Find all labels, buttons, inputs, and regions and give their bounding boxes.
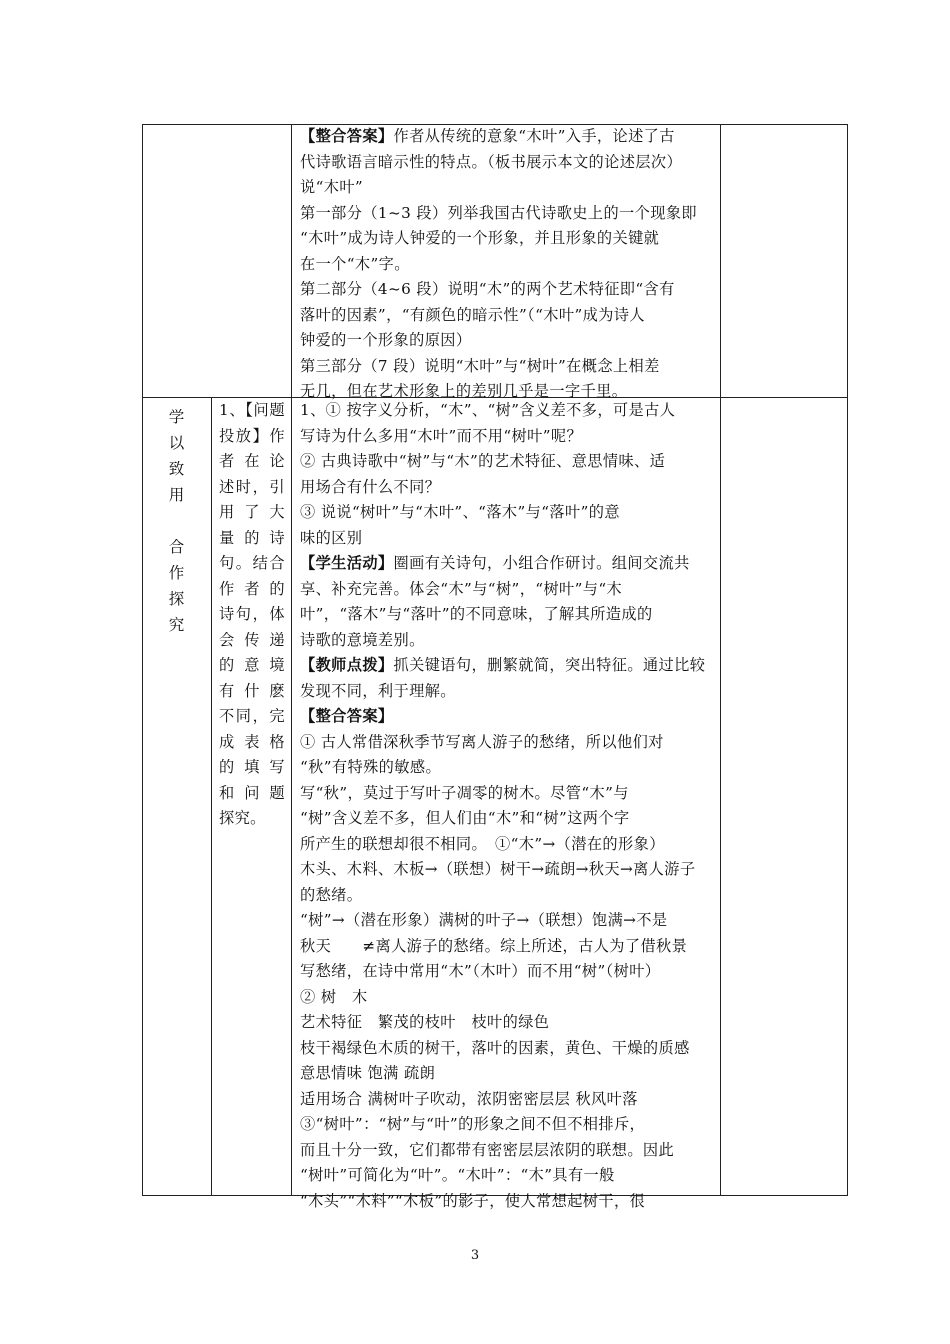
line-text: ② 树 木	[300, 987, 368, 1006]
text-line	[300, 832, 718, 858]
task-description-cell	[219, 398, 285, 832]
line-text: 第二部分（4~6 段）说明“木”的两个艺术特征即“含有	[300, 280, 675, 298]
text-line	[300, 303, 718, 329]
bold-heading: 【学生活动】	[300, 554, 394, 572]
table-border-right	[847, 124, 848, 1196]
text-line	[300, 226, 718, 252]
text-line	[300, 602, 718, 628]
bold-heading: 【整合答案】	[300, 707, 394, 725]
section-label-cell	[142, 398, 211, 638]
text-line	[300, 124, 718, 150]
line-text: 用场合有什么不同？	[300, 477, 441, 496]
line-text: 而且十分一致，它们都带有密密层层浓阴的联想。因此	[300, 1140, 675, 1159]
line-text: “秋”有特殊的敏感。	[300, 758, 442, 776]
text-line	[300, 908, 718, 934]
section-label-char: 学	[168, 408, 185, 426]
text-line	[300, 985, 718, 1011]
text-line	[300, 150, 718, 176]
bold-heading: 【整合答案】	[300, 127, 394, 145]
text-line	[300, 328, 718, 354]
text-line	[300, 475, 718, 501]
line-text: 代诗歌语言暗示性的特点。（板书展示本文的论述层次）	[300, 152, 683, 171]
bold-heading: 【教师点拨】	[300, 656, 394, 674]
line-text: 的愁绪。	[300, 885, 363, 904]
text-line	[300, 1061, 718, 1087]
text-line	[300, 175, 718, 201]
table-border-left	[142, 124, 143, 1196]
section-label-char	[142, 508, 211, 534]
line-text: 享、补充完善。体会“木”与“树”，“树叶”与“木	[300, 579, 623, 598]
task-line: 作 者 的	[219, 579, 285, 598]
section-label-char: 作	[168, 564, 185, 582]
text-line	[300, 449, 718, 475]
line-text: 第一部分（1~3 段）列举我国古代诗歌史上的一个现象即	[300, 203, 697, 222]
line-text: 味的区别	[300, 528, 363, 547]
text-line	[300, 1087, 718, 1113]
text-line	[300, 934, 718, 960]
line-text: 无几，但在艺术形象上的差别几乎是一字千里。	[300, 382, 628, 400]
integrated-answer-cell	[300, 124, 718, 405]
text-line	[300, 704, 718, 730]
task-line: 量 的 诗	[219, 528, 285, 547]
text-line	[300, 354, 718, 380]
line-text: 叶”，“落木”与“落叶”的不同意味，了解其所造成的	[300, 605, 653, 623]
line-text: 落叶的因素”，“有颜色的暗示性”（“木叶”成为诗人	[300, 305, 645, 324]
line-text: 作者从传统的意象“木叶”入手，论述了古	[393, 127, 675, 145]
text-line	[300, 883, 718, 909]
line-text: “树”→（潜在形象）满树的叶子→（联想）饱满→不是	[300, 911, 668, 929]
table-column-divider	[291, 124, 292, 1196]
task-line: 有 什 麽	[219, 681, 285, 700]
line-text: 1、① 按字义分析，“木”、“树”含义差不多，可是古人	[300, 401, 676, 419]
text-line	[300, 730, 718, 756]
text-line	[300, 628, 718, 654]
table-column-divider	[211, 397, 212, 1196]
task-line: 1、【问题	[219, 401, 285, 419]
text-line	[300, 526, 718, 552]
section-label-char: 究	[168, 616, 185, 634]
text-line	[300, 252, 718, 278]
text-line	[300, 424, 718, 450]
line-text: 木头、木料、木板→（联想）树干→疏朗→秋天→离人游子	[300, 860, 696, 878]
section-label-char: 探	[168, 590, 185, 608]
task-line: 的 填 写	[219, 758, 285, 776]
text-line	[300, 653, 718, 679]
task-line: 不同，完	[219, 707, 285, 725]
line-text: 说“木叶”	[300, 178, 364, 196]
text-line	[300, 398, 718, 424]
line-text: ② 古典诗歌中“树”与“木”的艺术特征、意思情味、适	[300, 452, 666, 470]
table-column-divider	[720, 124, 721, 1196]
page-number: 3	[470, 1248, 480, 1263]
section-label-char: 致	[168, 460, 185, 478]
text-line	[300, 781, 718, 807]
task-line: 和 问 题	[219, 783, 285, 802]
line-text: “木头”“木料”“木板”的影子，使人常想起树干，很	[300, 1191, 646, 1210]
line-text: 适用场合 满树叶子吹动，浓阴密密层层 秋风叶落	[300, 1089, 638, 1108]
task-line: 的 意 境	[219, 656, 285, 674]
task-line: 用 了 大	[219, 503, 285, 521]
task-line: 探究。	[219, 809, 266, 827]
activity-content-cell	[300, 398, 718, 1214]
line-text: ③ 说说“树叶”与“木叶”、“落木”与“落叶”的意	[300, 503, 620, 521]
task-line: 句。结合	[219, 554, 285, 572]
text-line	[300, 577, 718, 603]
task-line: 者 在 论	[219, 452, 285, 470]
section-label-char: 以	[168, 434, 185, 452]
line-text: 秋天 ≠离人游子的愁绪。综上所述，古人为了借秋景	[300, 936, 688, 955]
text-line	[300, 806, 718, 832]
text-line	[300, 1112, 718, 1138]
line-text: “树叶”可简化为“叶”。“木叶”：“木”具有一般	[300, 1166, 615, 1184]
line-text: 诗歌的意境差别。	[300, 630, 425, 649]
text-line	[300, 857, 718, 883]
section-label-char: 用	[168, 486, 185, 504]
line-text: 在一个“木”字。	[300, 254, 410, 273]
line-text: 第三部分（7 段）说明“木叶”与“树叶”在概念上相差	[300, 356, 660, 375]
line-text: 钟爱的一个形象的原因）	[300, 331, 472, 349]
line-text: “树”含义差不多，但人们由“木”和“树”这两个字	[300, 809, 630, 827]
text-line	[300, 500, 718, 526]
task-line: 成 表 格	[219, 732, 285, 751]
text-line	[300, 277, 718, 303]
task-line: 诗句，体	[219, 605, 285, 623]
text-line	[300, 1138, 718, 1164]
text-line	[300, 551, 718, 577]
lesson-table	[142, 124, 848, 1210]
task-line: 投放】作	[219, 426, 285, 445]
text-line	[300, 679, 718, 705]
text-line	[300, 755, 718, 781]
text-line	[300, 201, 718, 227]
line-text: 所产生的联想却很不相同。 ①“木”→（潜在的形象）	[300, 834, 665, 853]
line-text: 写愁绪，在诗中常用“木”（木叶）而不用“树”（树叶）	[300, 962, 661, 980]
line-text: 写“秋”，莫过于写叶子凋零的树木。尽管“木”与	[300, 783, 629, 802]
line-text: 圈画有关诗句，小组合作研讨。组间交流共	[393, 554, 690, 572]
text-line	[300, 959, 718, 985]
line-text: ① 古人常借深秋季节写离人游子的愁绪，所以他们对	[300, 732, 664, 751]
task-line: 会 传 递	[219, 630, 285, 649]
task-line: 述时，引	[219, 477, 285, 496]
line-text: 抓关键语句，删繁就简，突出特征。通过比较	[393, 656, 706, 674]
text-line	[300, 1189, 718, 1215]
section-label-char: 合	[168, 538, 185, 556]
line-text: 枝干褐绿色木质的树干，落叶的因素，黄色、干燥的质感	[300, 1038, 690, 1057]
line-text: ③“树叶”：“树”与“叶”的形象之间不但不相排斥，	[300, 1115, 646, 1133]
line-text: 写诗为什么多用“木叶”而不用“树叶”呢？	[300, 426, 583, 445]
text-line	[300, 1010, 718, 1036]
text-line	[300, 1036, 718, 1062]
line-text: 发现不同，利于理解。	[300, 681, 456, 700]
text-line	[300, 1163, 718, 1189]
line-text: 艺术特征 繁茂的枝叶 枝叶的绿色	[300, 1013, 550, 1031]
line-text: “木叶”成为诗人钟爱的一个形象，并且形象的关键就	[300, 229, 660, 247]
line-text: 意思情味 饱满 疏朗	[300, 1064, 436, 1082]
